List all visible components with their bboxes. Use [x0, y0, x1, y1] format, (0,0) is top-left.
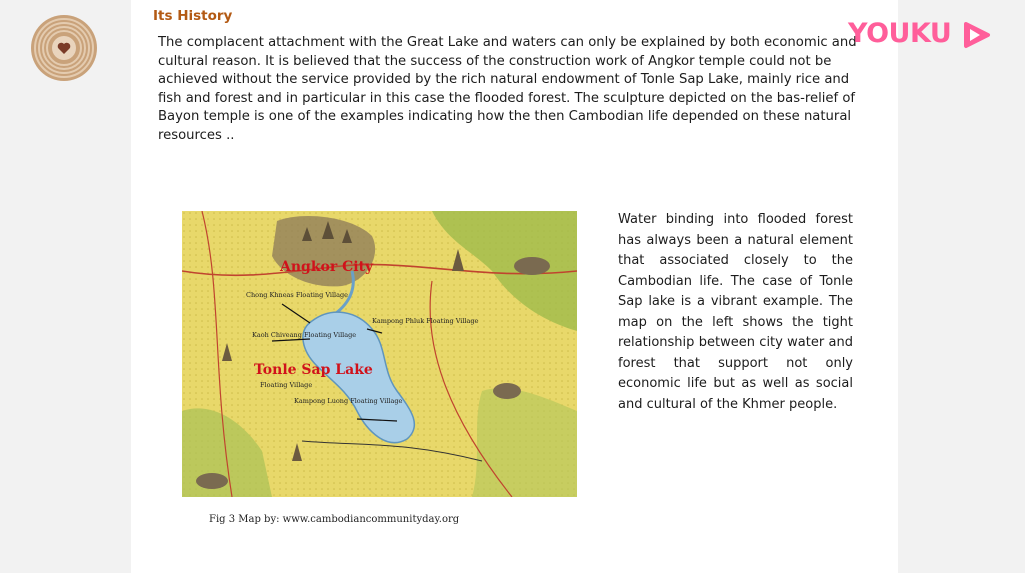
section-title: Its History — [153, 8, 233, 24]
map-label-angkor-city: Angkor City — [280, 259, 374, 275]
left-margin — [0, 0, 131, 573]
play-arrow-icon — [962, 20, 992, 50]
map-label-village: Chong Khneas Floating Village — [246, 291, 349, 299]
buffalo-illustration — [514, 257, 550, 275]
buffalo-illustration — [196, 473, 228, 489]
heart-emblem-icon — [30, 14, 98, 82]
map-label-village: Kampong Phluk Floating Village — [372, 317, 479, 325]
map-label-village: Kaoh Chiveang Floating Village — [252, 331, 357, 339]
forest-region — [472, 388, 577, 497]
buffalo-illustration — [493, 383, 521, 399]
map-label-tonle-sap: Tonle Sap Lake — [254, 362, 373, 378]
intro-paragraph: The complacent attachment with the Great Lake and waters can only be explained by both economic and cultural reason. It is believed that the success of the construction work of Angkor temple could not be achieved without the service provided by the rich natural endowment of Tonle Sap Lake, mainly rice and fish and forest and in particular in this case the flooded forest. The sculpture depicted on the bas-relief of Bayon temple is one of the examples indicating how the then Cambodian life depended on these natural resources .. — [158, 35, 857, 143]
map-label-village: Kampong Luong Floating Village — [294, 397, 403, 405]
side-paragraph: Water binding into flooded forest has always been a natural element that associated closely to the Cambodian life. The case of Tonle Sap lake is a vibrant example. The map on the left shows the tight relationship between city water and forest that support not only economic life but as well as social and cultural of the Khmer people. — [618, 212, 853, 412]
youku-watermark: YOUKU — [848, 18, 952, 49]
figure-caption: Fig 3 Map by: www.cambodiancommunityday.org — [209, 514, 460, 525]
right-margin — [898, 0, 1025, 573]
tonle-sap-map — [182, 211, 577, 497]
map-label-village: Floating Village — [260, 381, 313, 389]
